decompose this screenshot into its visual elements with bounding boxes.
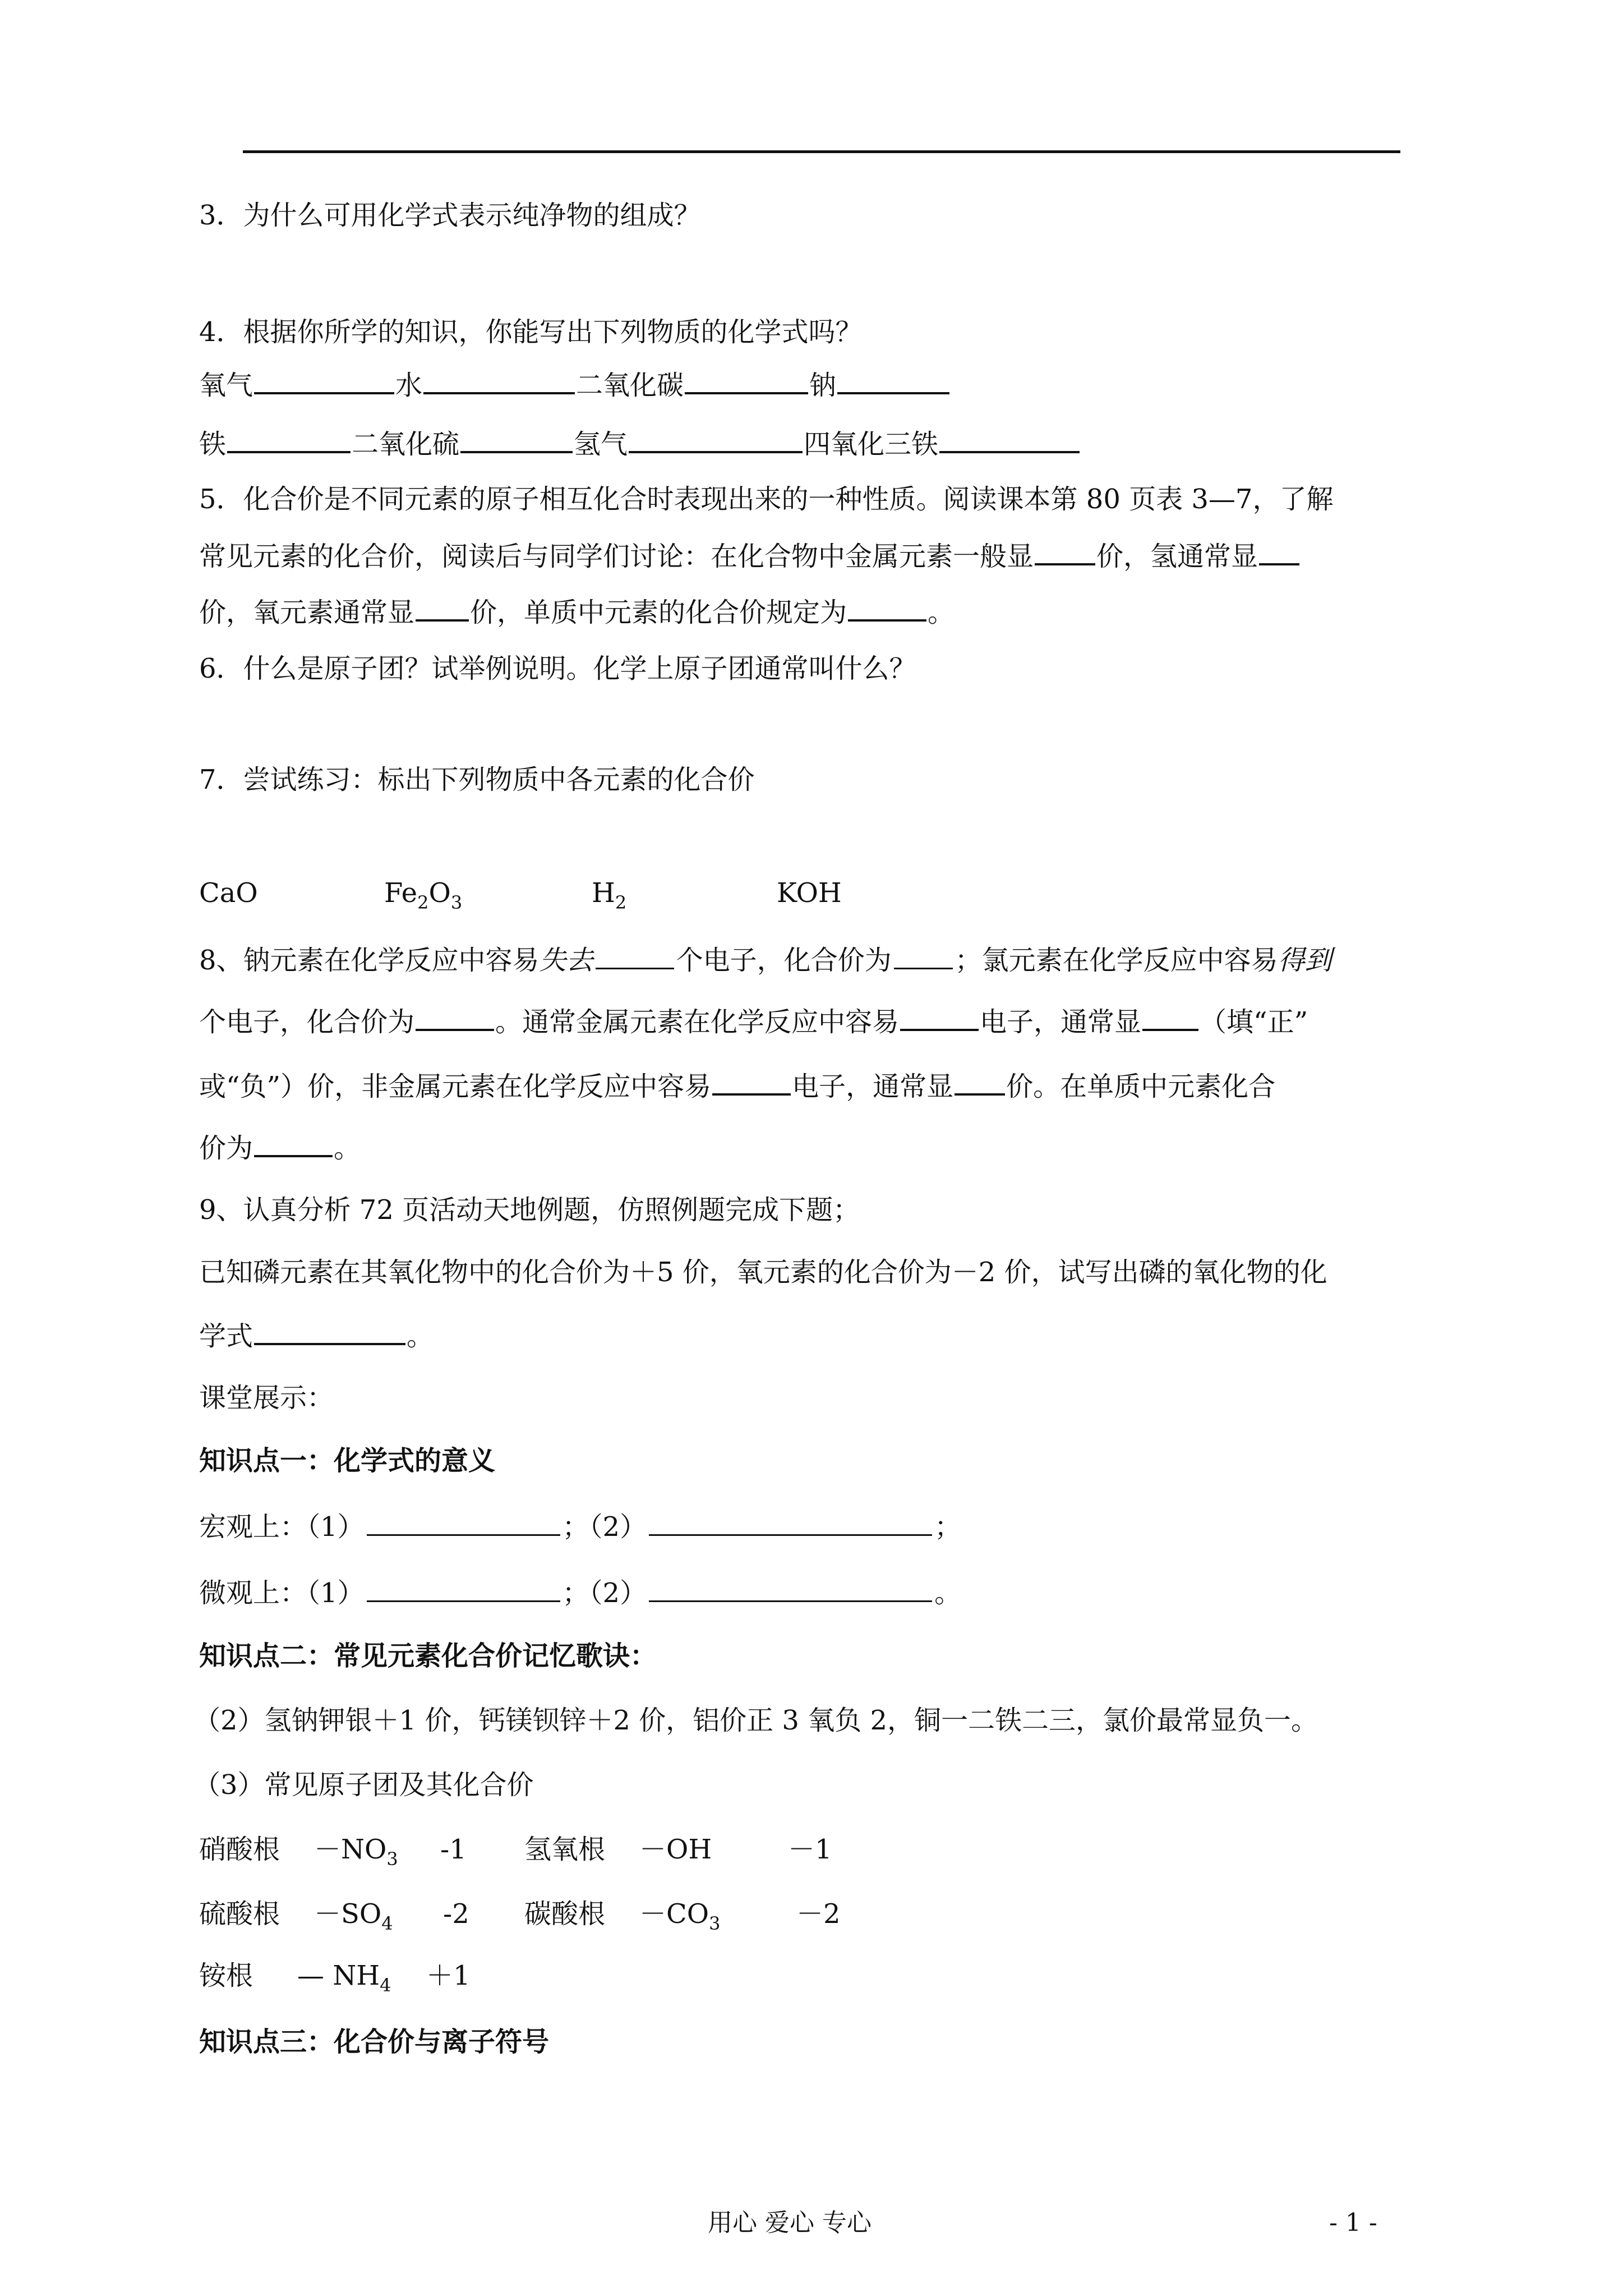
answer-blank[interactable] <box>254 1130 333 1157</box>
answer-blank[interactable] <box>712 1069 791 1096</box>
answer-blank[interactable] <box>416 595 469 622</box>
macro-meaning-line: 宏观上：（1） ；（2） ； <box>199 1509 961 1545</box>
answer-blank[interactable] <box>939 426 1080 453</box>
radical-valence: -2 <box>443 1898 469 1930</box>
classroom-heading: 课堂展示： <box>199 1382 334 1414</box>
radical-name: 硝酸根 <box>199 1834 280 1865</box>
question-9-line-2: 已知磷元素在其氧化物中的化合价为＋5 价，氧元素的化合价为－2 价，试写出磷的氧化物的化 <box>199 1257 1327 1288</box>
question-6: 6．什么是原子团？试举例说明。化学上原子团通常叫什么？ <box>199 653 916 684</box>
radical-formula: $-NO_3$ <box>314 1834 398 1870</box>
answer-blank[interactable] <box>1142 1004 1198 1031</box>
radical-valence: －2 <box>796 1898 841 1930</box>
question-3 <box>199 197 701 233</box>
answer-blank[interactable] <box>1035 539 1095 565</box>
question-4-row-1: 氧气 水 二氧化碳 钠 <box>199 367 951 403</box>
formula-h2: $H_2$ <box>592 877 627 913</box>
radical-valence: -1 <box>440 1834 467 1865</box>
radical-name: 氢氧根 <box>524 1834 606 1865</box>
question-5-line-2: 常见元素的化合价，阅读后与同学们讨论：在化合物中金属元素一般显 价，氢通常显 <box>199 539 1301 574</box>
answer-blank[interactable] <box>423 367 575 394</box>
answer-blank[interactable] <box>596 943 674 969</box>
answer-blank[interactable] <box>685 367 808 394</box>
answer-blank[interactable] <box>629 426 803 453</box>
question-5-line-1: 5．化合价是不同元素的原子相互化合时表现出来的一种性质。阅读课本第 80 页表 3—7，了解 <box>199 484 1334 515</box>
question-9-line-1: 9、认真分析 72 页活动天地例题，仿照例题完成下题； <box>199 1194 860 1226</box>
question-8-line-4: 价为 。 <box>199 1130 361 1166</box>
answer-blank[interactable] <box>254 1318 405 1345</box>
knowledge-point-2-title: 知识点二：常见元素化合价记忆歌诀： <box>199 1640 657 1672</box>
answer-blank[interactable] <box>460 426 573 453</box>
formula-cao: CaO <box>199 877 258 909</box>
page-number: - 1 - <box>1329 2208 1377 2237</box>
answer-blank[interactable] <box>227 426 351 453</box>
question-8-line-2: 个电子，化合价为 。通常金属元素在化学反应中容易 电子，通常显 （填“正” <box>199 1004 1308 1040</box>
answer-blank[interactable] <box>894 943 953 969</box>
question-9-line-3: 学式 。 <box>199 1318 434 1354</box>
radical-formula: $-CO_3$ <box>639 1898 721 1934</box>
radical-formula: $-SO_4$ <box>314 1898 393 1934</box>
answer-blank[interactable] <box>837 367 949 394</box>
radical-name: 铵根 <box>199 1960 253 1991</box>
valence-rhyme: （2）氢钠钾银＋1 价，钙镁钡锌＋2 价，铝价正 3 氧负 2，铜一二铁二三，氯价最常显负一。 <box>193 1705 1318 1736</box>
question-7-prompt: 7．尝试练习：标出下列物质中各元素的化合价 <box>199 764 755 795</box>
radical-valence: －1 <box>788 1834 832 1865</box>
answer-blank[interactable] <box>649 1510 932 1536</box>
micro-meaning-line: 微观上：（1） ；（2） 。 <box>199 1575 961 1611</box>
question-4-prompt: 4．根据你所学的知识，你能写出下列物质的化学式吗？ <box>199 316 863 348</box>
answer-blank[interactable] <box>416 1004 494 1031</box>
radical-name: 硫酸根 <box>199 1898 280 1930</box>
formula-fe2o3: $Fe_2O_3$ <box>384 877 463 913</box>
footer-motto: 用心 爱心 专心 <box>708 2208 872 2237</box>
answer-blank[interactable] <box>254 367 394 394</box>
answer-blank[interactable] <box>900 1004 979 1031</box>
header-rule <box>243 150 1400 153</box>
radical-valence: ＋1 <box>426 1960 471 1991</box>
radical-groups-title: （3）常见原子团及其化合价 <box>193 1769 534 1801</box>
answer-blank[interactable] <box>848 595 926 622</box>
radical-formula: －OH <box>639 1834 712 1865</box>
answer-blank[interactable] <box>649 1576 932 1602</box>
question-3-text: 3．为什么可用化学式表示纯净物的组成？ <box>199 200 701 231</box>
radical-formula: — $NH_4$ <box>297 1960 391 1996</box>
answer-blank[interactable] <box>955 1069 1005 1096</box>
radical-name: 碳酸根 <box>524 1898 606 1930</box>
question-5-line-3: 价，氧元素通常显 价，单质中元素的化合价规定为 。 <box>199 595 955 631</box>
answer-blank[interactable] <box>367 1510 560 1536</box>
knowledge-point-1-title: 知识点一：化学式的意义 <box>199 1445 496 1476</box>
question-8-line-1: 8、钠元素在化学反应中容易失去 个电子，化合价为 ；氯元素在化学反应中容易得到 <box>199 942 1332 978</box>
answer-blank[interactable] <box>367 1576 560 1602</box>
answer-blank[interactable] <box>1259 539 1299 565</box>
question-4-row-2: 铁 二氧化硫 氢气 四氧化三铁 <box>199 426 1081 462</box>
question-8-line-3: 或“负”）价，非金属元素在化学反应中容易 电子，通常显 价。在单质中元素化合 <box>199 1069 1275 1105</box>
formula-koh: KOH <box>777 877 842 909</box>
knowledge-point-3-title: 知识点三：化合价与离子符号 <box>199 2026 550 2058</box>
